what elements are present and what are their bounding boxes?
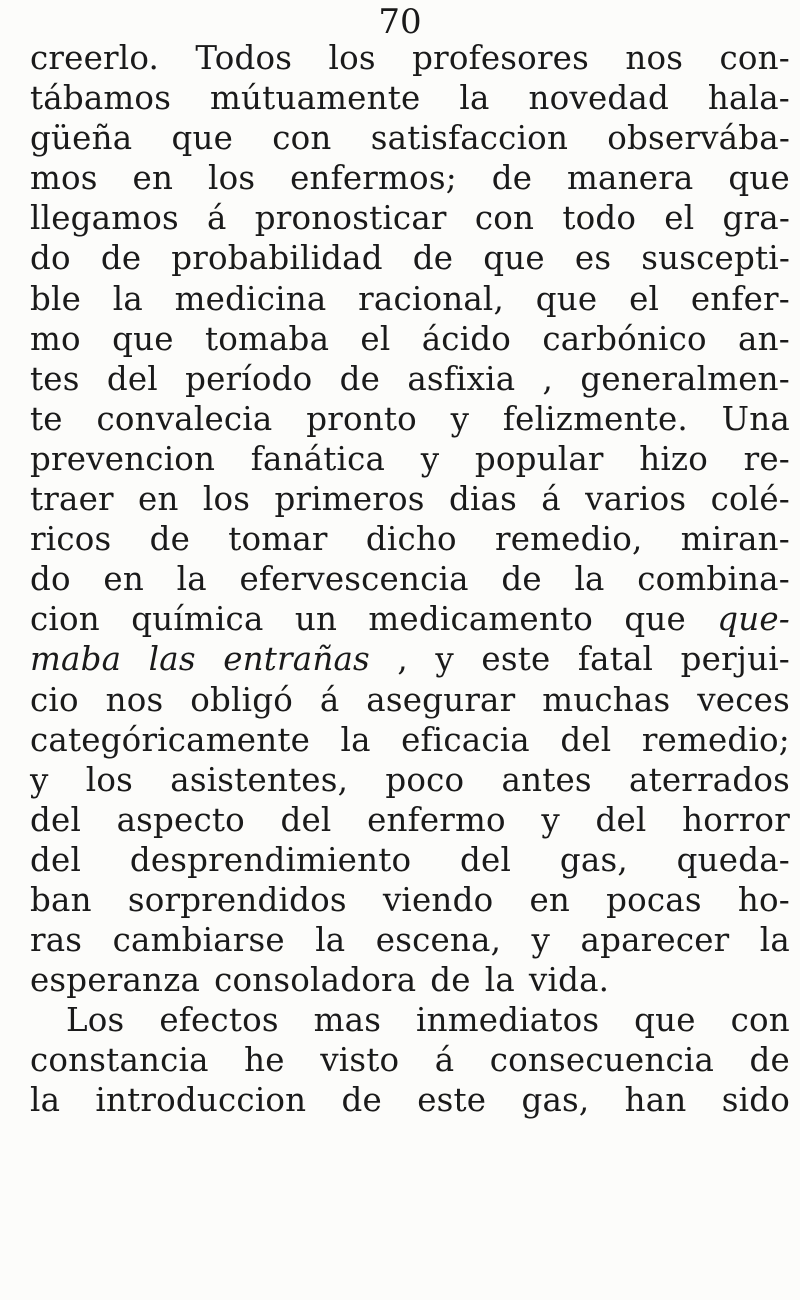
text-line: del desprendimiento del gas, queda- [30,840,790,879]
text-line: te convalecia pronto y felizmente. Una [30,399,790,438]
text-line: cio nos obligó á asegurar muchas veces [30,680,790,719]
text-line: güeña que con satisfaccion observába- [30,119,790,158]
body-text [30,38,790,1121]
text-line: do de probabilidad de que es suscepti- [30,239,790,278]
text-line: tes del período de asfixia , generalmen- [30,359,790,398]
text-line: la introduccion de este gas, han sido [30,1081,790,1120]
text-line: esperanza consoladora de la vida. [30,961,610,1000]
text-line: del aspecto del enfermo y del horror [30,800,790,839]
text-line: prevencion fanática y popular hizo re- [30,439,790,478]
text-line: do en la efervescencia de la combina- [30,560,790,599]
text-line: ras cambiarse la escena, y aparecer la [30,921,790,960]
text-line: ricos de tomar dicho remedio, miran- [30,520,790,559]
text-line: ban sorprendidos viendo en pocas ho- [30,880,790,919]
text-line: constancia he visto á consecuencia de [30,1041,790,1080]
text-line: llegamos á pronosticar con todo el gra- [30,199,790,238]
text-line: Los efectos mas inmediatos que con [66,1001,790,1040]
text-line: categóricamente la eficacia del remedio; [30,720,790,759]
text-line: ble la medicina racional, que el enfer- [30,279,790,318]
text-line: maba las entrañas , y este fatal perjui- [30,640,790,679]
text-line: y los asistentes, poco antes aterrados [30,760,790,799]
text-line: tábamos mútuamente la novedad hala- [30,79,790,118]
text-line: mo que tomaba el ácido carbónico an- [30,319,790,358]
text-line: mos en los enfermos; de manera que [30,159,790,198]
text-line: traer en los primeros dias á varios colé- [30,480,790,519]
text-line: cion química un medicamento que que- [30,600,790,639]
page-number: 70 [378,2,422,42]
text-line: creerlo. Todos los profesores nos con- [30,39,790,77]
